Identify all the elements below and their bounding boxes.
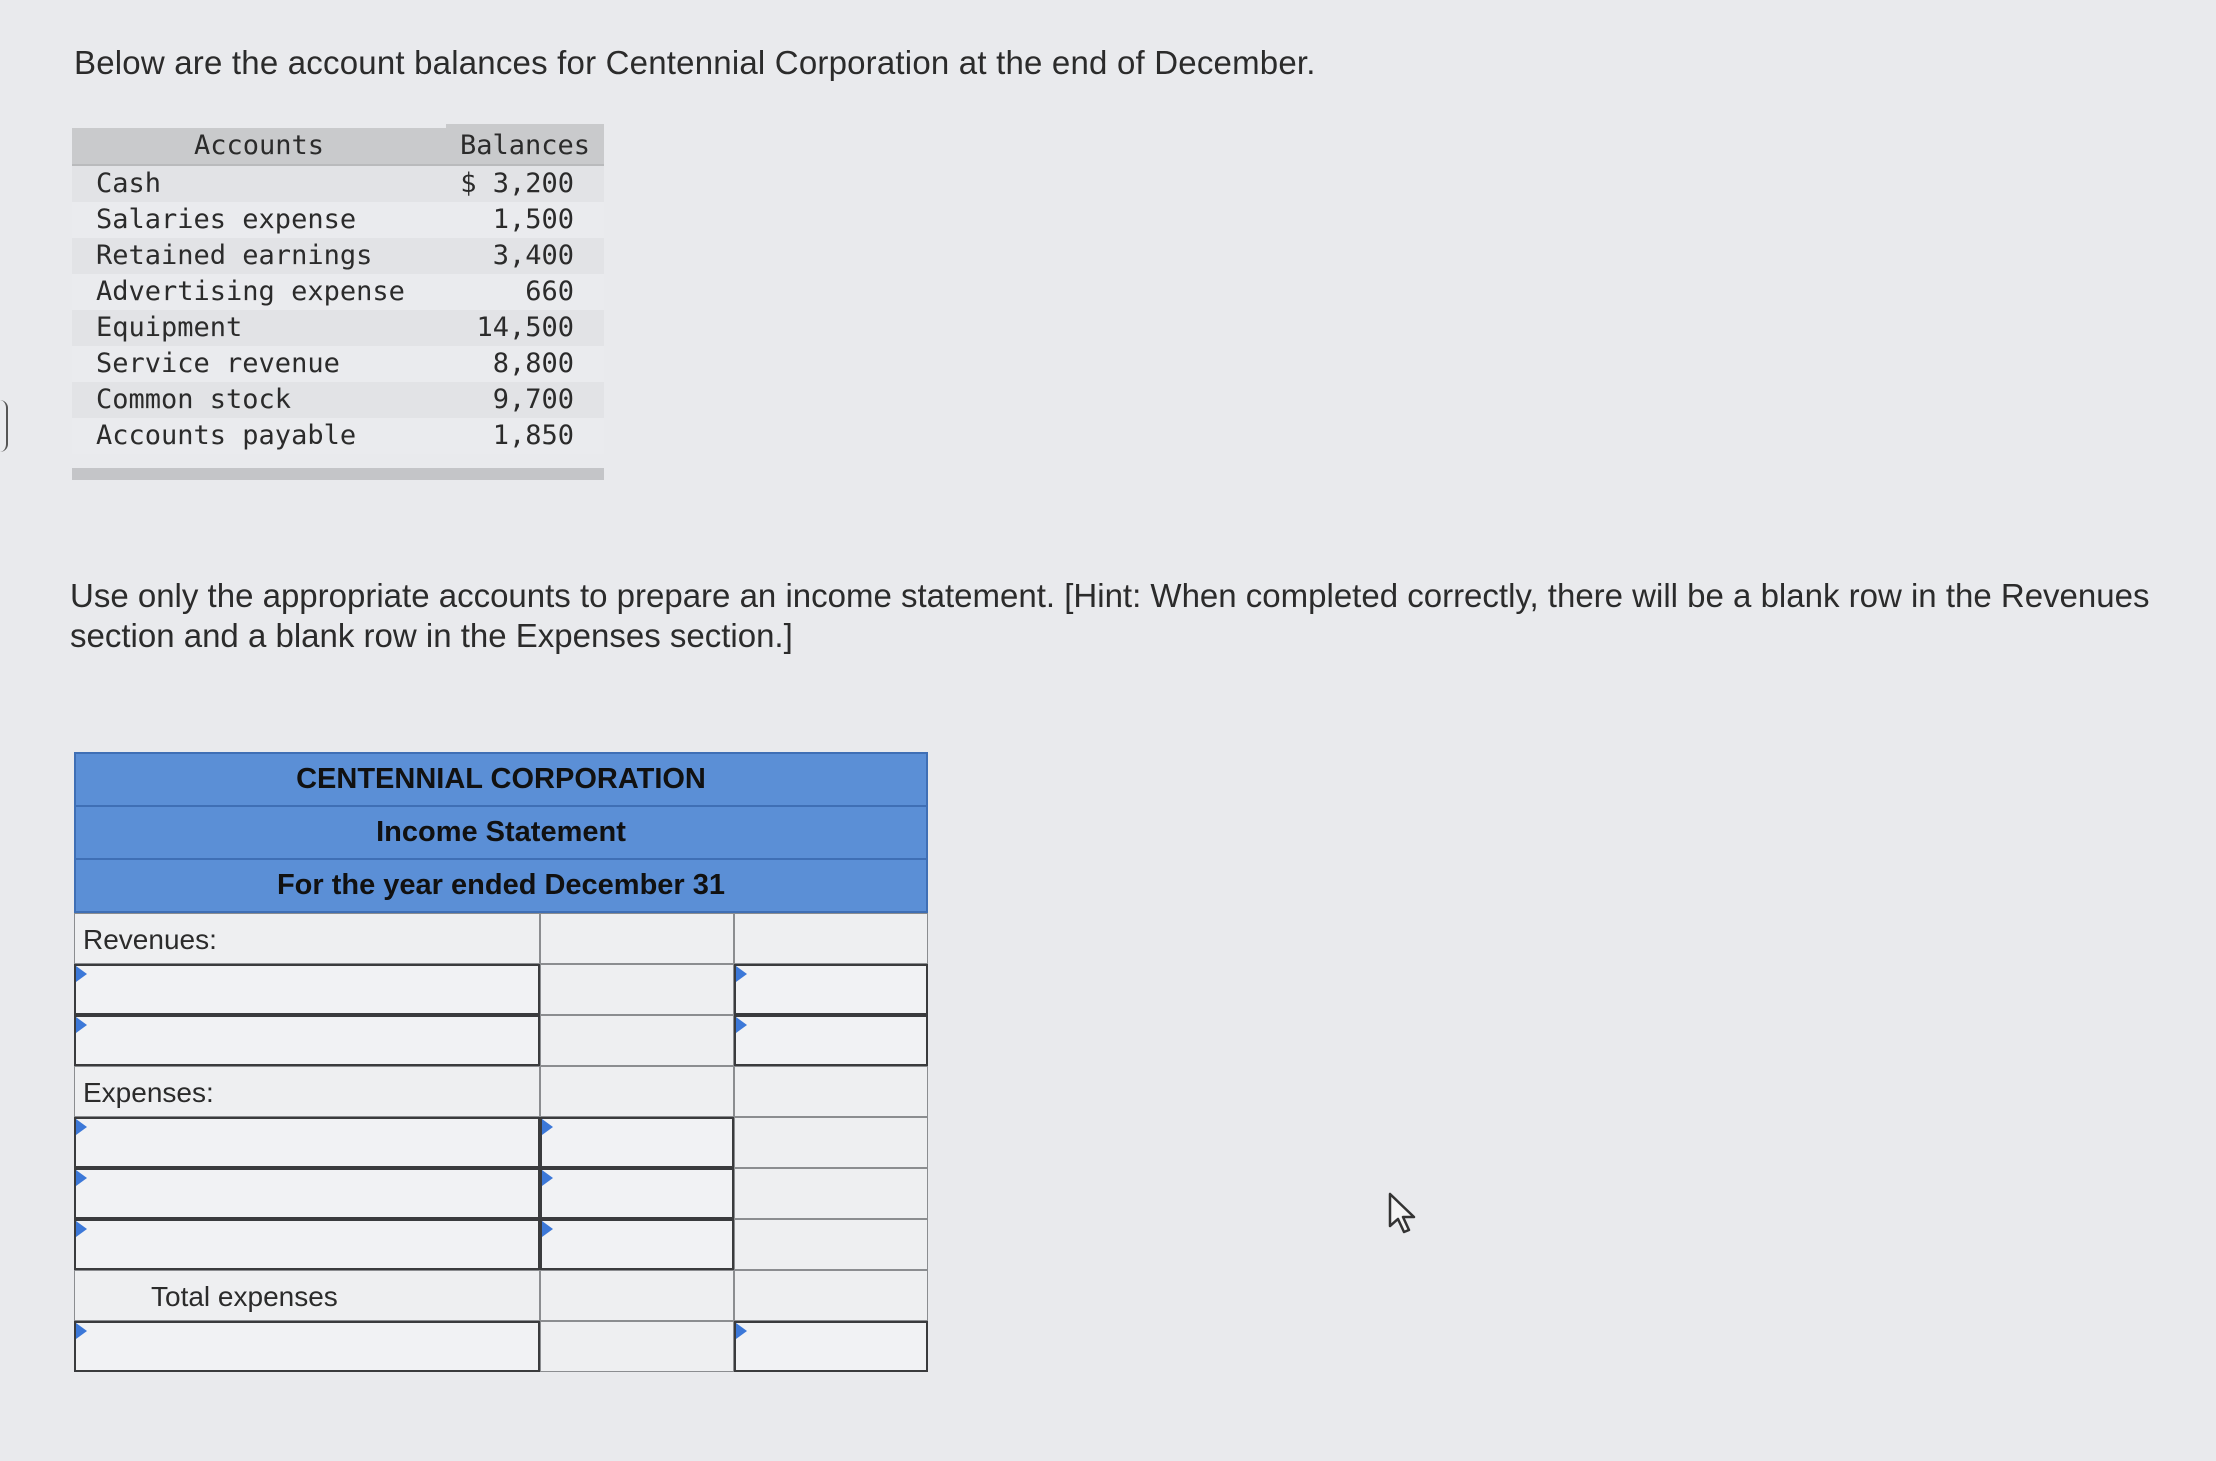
account-balance: $ 3,200: [460, 168, 574, 199]
accounts-table-header: [72, 126, 604, 166]
empty-cell: [540, 964, 734, 1015]
accounts-balances-table: [72, 126, 604, 480]
revenue-account-dropdown[interactable]: [74, 964, 540, 1015]
table-row: [72, 310, 604, 346]
expense-account-dropdown[interactable]: [74, 1219, 540, 1270]
account-balance: 1,500: [492, 204, 574, 235]
table-row: [72, 166, 604, 202]
expenses-label: Expenses:: [74, 1066, 540, 1117]
revenue-amount-input[interactable]: [734, 964, 928, 1015]
empty-cell: [734, 1168, 928, 1219]
table-row: [72, 382, 604, 418]
account-name: Cash: [96, 168, 162, 199]
account-name: Retained earnings: [96, 240, 373, 271]
revenue-entry-row: [74, 1015, 928, 1066]
income-statement-form: [74, 752, 928, 1372]
table-row: [72, 238, 604, 274]
empty-cell: [540, 913, 734, 964]
empty-cell: [540, 1015, 734, 1066]
account-name: Common stock: [96, 384, 292, 415]
table-row: [72, 202, 604, 238]
account-balance: 3,400: [492, 240, 574, 271]
instructions-text: Use only the appropriate accounts to prepare an income statement. [Hint: When completed correctly, there will be a blank row in the Revenues section and a blank row in the Expenses section.]: [70, 577, 2150, 654]
empty-cell: [734, 1270, 928, 1321]
total-expenses-label: Total expenses: [74, 1270, 540, 1321]
balances-column-header: Balances: [446, 124, 604, 166]
empty-cell: [540, 1270, 734, 1321]
edge-marker: [0, 400, 8, 452]
expense-amount-input[interactable]: [540, 1168, 734, 1219]
net-income-amount-input[interactable]: [734, 1321, 928, 1372]
expense-entry-row: [74, 1219, 928, 1270]
empty-cell: [734, 1117, 928, 1168]
account-balance: 8,800: [492, 348, 574, 379]
account-balance: 660: [525, 276, 574, 307]
expense-entry-row: [74, 1168, 928, 1219]
account-name: Advertising expense: [96, 276, 405, 307]
table-footer-bar: [72, 468, 604, 480]
account-name: Service revenue: [96, 348, 340, 379]
account-name: Accounts payable: [96, 420, 357, 451]
revenue-amount-input[interactable]: [734, 1015, 928, 1066]
empty-cell: [734, 913, 928, 964]
revenue-entry-row: [74, 964, 928, 1015]
account-name: Salaries expense: [96, 204, 357, 235]
empty-cell: [540, 1066, 734, 1117]
expense-amount-input[interactable]: [540, 1219, 734, 1270]
statement-title-header: Income Statement: [74, 807, 928, 860]
statement-period-header: For the year ended December 31: [74, 860, 928, 913]
account-balance: 9,700: [492, 384, 574, 415]
net-income-row: [74, 1321, 928, 1372]
empty-cell: [734, 1219, 928, 1270]
company-name-header: CENTENNIAL CORPORATION: [74, 752, 928, 807]
account-balance: 1,850: [492, 420, 574, 451]
expense-account-dropdown[interactable]: [74, 1168, 540, 1219]
revenues-label-row: [74, 913, 928, 964]
mouse-pointer-icon: [1388, 1192, 1418, 1236]
revenues-label: Revenues:: [74, 913, 540, 964]
account-name: Equipment: [96, 312, 243, 343]
accounts-column-header: Accounts: [72, 128, 446, 166]
expense-entry-row: [74, 1117, 928, 1168]
expenses-label-row: [74, 1066, 928, 1117]
expense-account-dropdown[interactable]: [74, 1117, 540, 1168]
table-row: [72, 274, 604, 310]
revenue-account-dropdown[interactable]: [74, 1015, 540, 1066]
table-row: [72, 346, 604, 382]
empty-cell: [734, 1066, 928, 1117]
total-expenses-row: [74, 1270, 928, 1321]
intro-text: Below are the account balances for Centennial Corporation at the end of December.: [74, 44, 1316, 81]
account-balance: 14,500: [476, 312, 574, 343]
table-row: [72, 418, 604, 454]
expense-amount-input[interactable]: [540, 1117, 734, 1168]
net-income-label-dropdown[interactable]: [74, 1321, 540, 1372]
empty-cell: [540, 1321, 734, 1372]
